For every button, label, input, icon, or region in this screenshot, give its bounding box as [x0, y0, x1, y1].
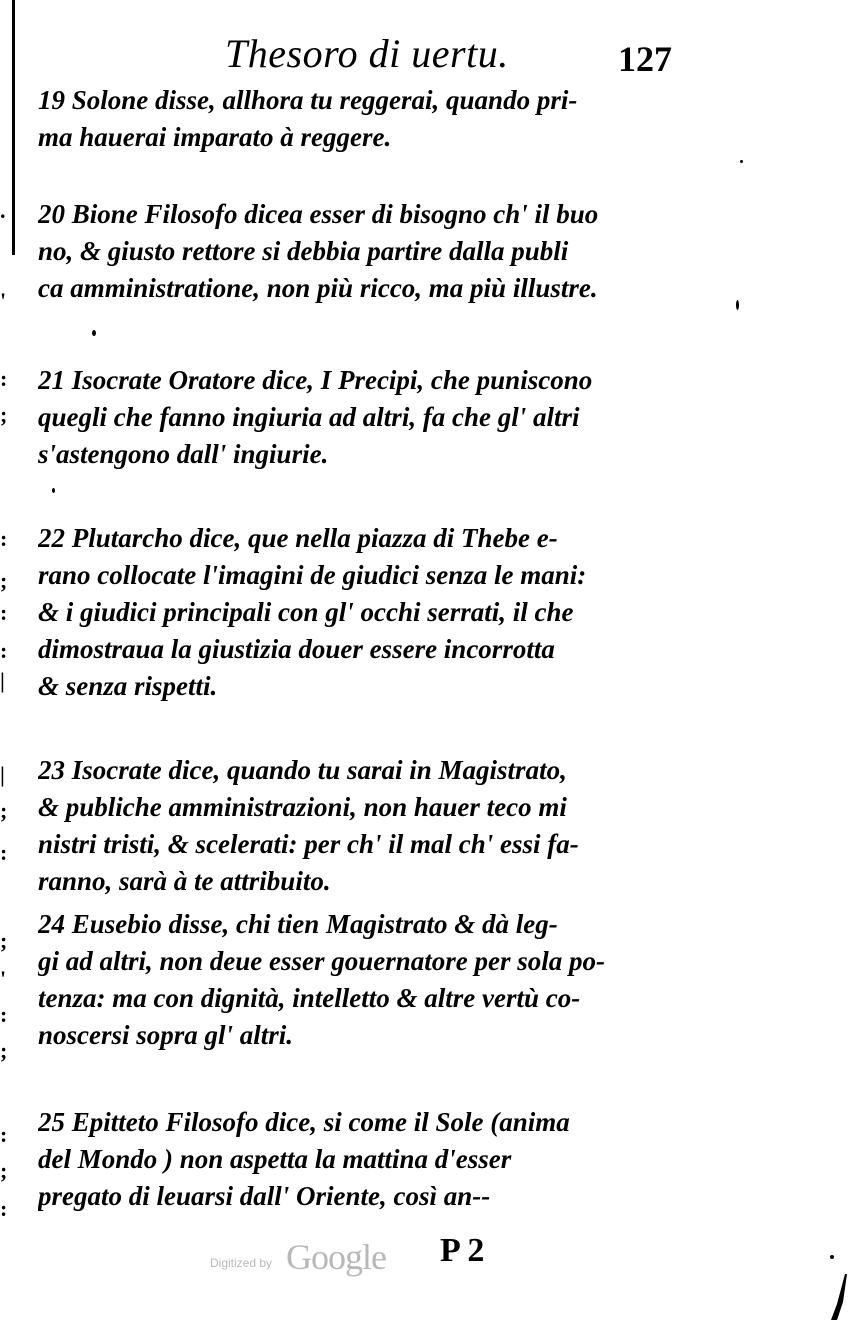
text-line: s'astengono dall' ingiurie. — [38, 439, 329, 469]
entry-22 — [38, 520, 698, 705]
google-watermark: Google — [286, 1237, 386, 1277]
text-line: 25 Epitteto Filosofo dice, si come il Sole (anima — [38, 1107, 570, 1137]
digitized-by-label: Digitized by — [210, 1256, 273, 1270]
entry-20 — [38, 196, 698, 307]
entry-21 — [38, 362, 698, 473]
ink-speck — [740, 160, 743, 163]
entry-24 — [38, 906, 698, 1054]
text-line: noscersi sopra gl' altri. — [38, 1020, 294, 1050]
ink-speck — [830, 1255, 834, 1259]
signature-mark: P 2 — [440, 1232, 485, 1269]
text-line: rano collocate l'imagini de giudici senza le mani: — [38, 560, 587, 590]
page-number: 127 — [618, 39, 672, 79]
text-line: dimostraua la giustizia douer essere incorrotta — [38, 634, 555, 664]
text-line: pregato di leuarsi dall' Oriente, così an-- — [38, 1181, 491, 1211]
text-line: del Mondo ) non aspetta la mattina d'esser — [38, 1144, 512, 1174]
text-line: ma hauerai imparato à reggere. — [38, 122, 392, 152]
text-line: & senza rispetti. — [38, 671, 218, 701]
text-line: ranno, sarà à te attribuito. — [38, 866, 331, 896]
text-line: 23 Isocrate dice, quando tu sarai in Magistrato, — [38, 755, 567, 785]
text-line: 19 Solone disse, allhora tu reggerai, quando pri- — [38, 85, 578, 115]
entry-25 — [38, 1104, 698, 1215]
entry-23 — [38, 752, 698, 900]
text-line: 24 Eusebio disse, chi tien Magistrato & dà leg- — [38, 909, 558, 939]
text-line: 21 Isocrate Oratore dice, I Precipi, che puniscono — [38, 365, 593, 395]
text-line: 22 Plutarcho dice, que nella piazza di Thebe e- — [38, 523, 558, 553]
entry-19 — [38, 82, 698, 156]
margin-bleed-marks: . ' : ; : ; : : | | ; : ; ' : ; : ; : — [0, 198, 8, 1221]
ink-speck — [92, 330, 96, 336]
text-line: & i giudici principali con gl' occhi serrati, il che — [38, 597, 574, 627]
ink-speck — [52, 488, 55, 493]
text-line: ca amministratione, non più ricco, ma più illustre. — [38, 273, 598, 303]
text-line: nistri tristi, & scelerati: per ch' il mal ch' essi fa- — [38, 829, 579, 859]
ink-speck — [736, 300, 739, 310]
text-line: & publiche amministrazioni, non hauer teco mi — [38, 792, 567, 822]
text-line: 20 Bione Filosofo dicea esser di bisogno ch' il buo — [38, 199, 599, 229]
running-head-title: Thesoro di uertu. — [225, 31, 509, 76]
corner-ink-mark — [827, 1272, 849, 1322]
text-line: tenza: ma con dignità, intelletto & altre vertù co- — [38, 983, 581, 1013]
text-line: quegli che fanno ingiuria ad altri, fa che gl' altri — [38, 402, 580, 432]
text-line: no, & giusto rettore si debbia partire dalla publi — [38, 236, 569, 266]
text-line: gi ad altri, non deue esser gouernatore per sola po- — [38, 946, 606, 976]
